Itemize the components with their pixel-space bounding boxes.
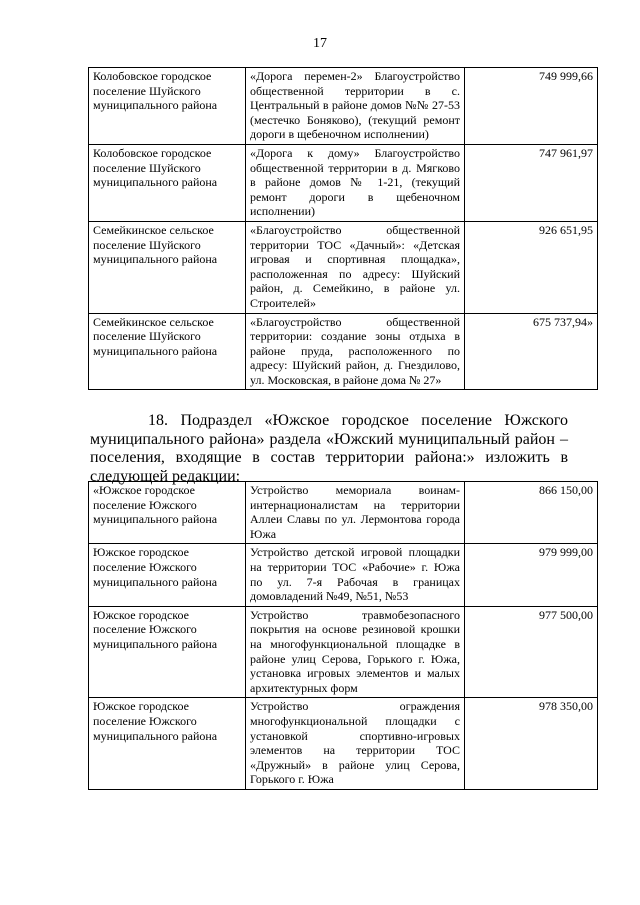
settlement-cell: Семейкинское сельское поселение Шуйского муниципального района bbox=[89, 313, 246, 390]
paragraph-text: Подраздел «Южское городское поселение Южского муниципального района» раздела «Южский муниципальный район – поселения, входящие в состав территории района:» изложить в следующей редакции: bbox=[90, 412, 569, 485]
amount-cell bbox=[465, 544, 598, 606]
table-row bbox=[89, 144, 598, 221]
amount-cell bbox=[465, 144, 598, 221]
table-row bbox=[89, 313, 598, 390]
amount-value: 977 500,00 bbox=[539, 607, 593, 622]
amount-cell bbox=[465, 606, 598, 698]
table-row bbox=[89, 606, 598, 698]
paragraph-number: 18. bbox=[148, 412, 168, 429]
projects-table-yuzha bbox=[88, 481, 598, 790]
amount-value: 747 961,97 bbox=[539, 145, 593, 160]
amount-value: 866 150,00 bbox=[539, 483, 593, 497]
project-description-cell: «Благоустройство общественной территории ТОС «Дачный»: «Детская игровая и спортивная площадка», расположенная по адресу: Шуйский район, д. Семейкино, в районе ул. Строителей» bbox=[246, 221, 465, 313]
amount-value: 749 999,66 bbox=[539, 69, 593, 83]
table-row bbox=[89, 698, 598, 790]
project-description-cell: «Дорога к дому» Благоустройство общественной территории в д. Мягково в районе домов № 1-21, (текущий ремонт дороги в щебеночном исполнении) bbox=[246, 144, 465, 221]
project-description-cell: «Дорога перемен-2» Благоустройство общественной территории в с. Центральный в районе домов №№ 27-53 (местечко Боняково), (текущий ремонт дороги в щебеночном исполнении) bbox=[246, 68, 465, 145]
page-number: 17 bbox=[313, 36, 327, 51]
amendment-paragraph bbox=[90, 412, 568, 486]
amount-cell bbox=[465, 482, 598, 544]
settlement-cell: Колобовское городское поселение Шуйского муниципального района bbox=[89, 144, 246, 221]
project-description-cell: Устройство ограждения многофункциональной площадки с установкой спортивно-игровых элементов на территории ТОС «Дружный» в районе улиц Серова, Горького г. Южа bbox=[246, 698, 465, 790]
projects-table-shuya bbox=[88, 67, 598, 390]
amount-value: 675 737,94» bbox=[533, 314, 593, 329]
table-row bbox=[89, 544, 598, 606]
table-row bbox=[89, 482, 598, 544]
amount-cell bbox=[465, 221, 598, 313]
amount-value: 926 651,95 bbox=[539, 222, 593, 237]
amount-cell bbox=[465, 68, 598, 145]
settlement-cell: «Южское городское поселение Южского муниципального района bbox=[89, 482, 246, 544]
project-description-cell: «Благоустройство общественной территории: создание зоны отдыха в районе пруда, расположенного по адресу: Шуйский район, д. Гнездилово, ул. Московская, в районе дома № 27» bbox=[246, 313, 465, 390]
project-description-cell: Устройство травмобезопасного покрытия на основе резиновой крошки на многофункциональной площадке в районе улиц Серова, Горького г. Южа, установка игровых элементов и малых архитектурных форм bbox=[246, 606, 465, 698]
amount-value: 979 999,00 bbox=[539, 545, 593, 560]
project-description-cell: Устройство детской игровой площадки на территории ТОС «Рабочие» г. Южа по ул. 7-я Рабочая в границах домовладений №49, №51, №53 bbox=[246, 544, 465, 606]
amount-cell bbox=[465, 698, 598, 790]
settlement-cell: Семейкинское сельское поселение Шуйского муниципального района bbox=[89, 221, 246, 313]
settlement-cell: Южское городское поселение Южского муниципального района bbox=[89, 606, 246, 698]
project-description-cell: Устройство мемориала воинам-интернационалистам на территории Аллеи Славы по ул. Лермонтова города Южа bbox=[246, 482, 465, 544]
amount-cell bbox=[465, 313, 598, 390]
settlement-cell: Южское городское поселение Южского муниципального района bbox=[89, 544, 246, 606]
amount-value: 978 350,00 bbox=[539, 699, 593, 714]
settlement-cell: Колобовское городское поселение Шуйского муниципального района bbox=[89, 68, 246, 145]
table-row bbox=[89, 221, 598, 313]
table-row bbox=[89, 68, 598, 145]
settlement-cell: Южское городское поселение Южского муниципального района bbox=[89, 698, 246, 790]
